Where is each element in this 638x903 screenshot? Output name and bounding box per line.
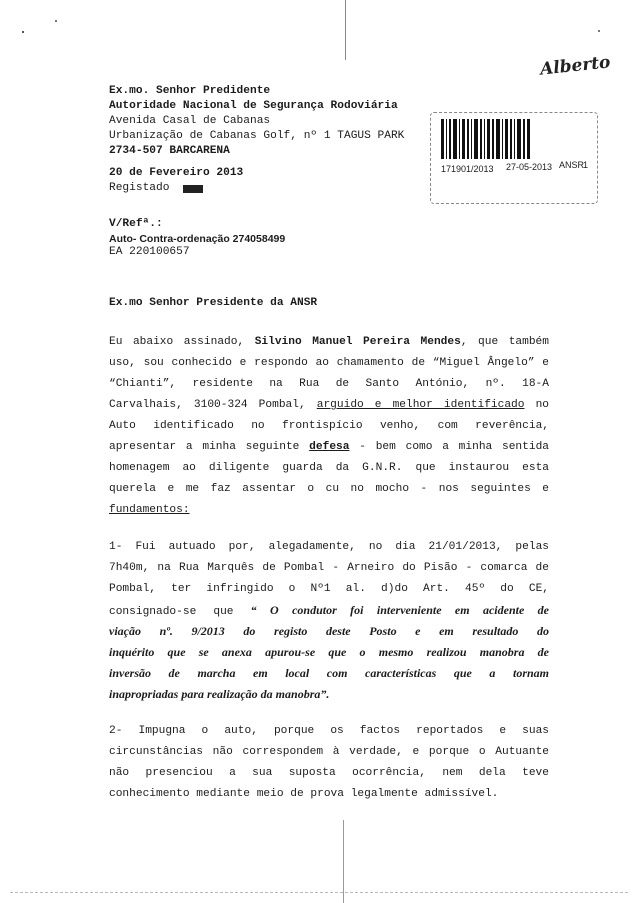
intro-line-5: Auto identificado no frontispício venho, com reverência, <box>109 420 549 432</box>
stamp-page: 1 <box>583 160 589 170</box>
point1-line-1: 1- Fui autuado por, alegadamente, no dia 21/01/2013, pelas <box>109 541 549 553</box>
point1-line-8: inapropriadas para realização da manobra”. <box>109 687 330 701</box>
reference-label: V/Refª.: <box>109 218 163 230</box>
intro-text: no <box>535 399 549 411</box>
reference-ea: EA 220100657 <box>109 246 190 258</box>
intro-line-3: “Chianti”, residente na Rua de Santo António, nº. 18-A <box>109 378 549 390</box>
point2-line-3: não presenciou a sua suposta ocorrência, nem dela teve <box>109 767 549 779</box>
redacted-mark <box>183 185 203 193</box>
handwritten-mark: Alberto <box>539 52 612 80</box>
intro-line-6 <box>109 440 549 454</box>
point1-text: consignado-se que <box>109 606 234 618</box>
scan-speck <box>598 30 600 32</box>
registered-label: Registado <box>109 182 170 194</box>
reference-auto: Auto- Contra-ordenação 274058499 <box>109 233 286 245</box>
letter-date: 20 de Fevereiro 2013 <box>109 167 244 179</box>
intro-line-8: querela e me faz assentar o cu no mocho - nos seguintes e <box>109 483 549 495</box>
intro-text: Carvalhais, 3100-324 Pombal, <box>109 399 306 411</box>
point2-line-1: 2- Impugna o auto, porque os factos reportados e suas <box>109 725 549 737</box>
point2-line-4: conhecimento mediante meio de prova legalmente admissível. <box>109 788 499 800</box>
stamp-date: 27-05-2013 <box>506 162 553 172</box>
scan-bottom-line <box>10 892 628 893</box>
barcode-icon <box>441 119 531 159</box>
scan-speck <box>55 20 57 22</box>
stamp-number: 171901/2013 <box>441 164 494 174</box>
point1-line-3: Pombal, ter infringido o Nº1 al. d)do Art. 45º do CE, <box>109 583 549 595</box>
barcode-stamp <box>430 112 598 204</box>
recipient-address-line1: Avenida Casal de Cabanas <box>109 115 271 127</box>
recipient-organization: Autoridade Nacional de Segurança Rodoviária <box>109 100 398 112</box>
author-name: Silvino Manuel Pereira Mendes <box>254 336 461 348</box>
intro-text: apresentar a minha seguinte <box>109 441 300 453</box>
intro-line-9: fundamentos: <box>109 504 190 516</box>
point1-line-2: 7h40m, na Rua Marquês de Pombal - Arneiro do Pisão - comarca de <box>109 562 549 574</box>
recipient-salutation: Ex.mo. Senhor Predidente <box>109 85 271 97</box>
intro-underlined: arguido e melhor identificado <box>316 399 525 411</box>
body-greeting: Ex.mo Senhor Presidente da ANSR <box>109 297 318 309</box>
point1-line-7: inversão de marcha em local com características que a tornam <box>109 666 549 680</box>
intro-line-4 <box>109 398 549 412</box>
scan-fold-line-bottom <box>343 820 344 903</box>
scan-speck <box>22 31 24 33</box>
recipient-postal: 2734-507 BARCARENA <box>109 145 230 157</box>
scan-fold-line <box>345 0 346 60</box>
point2-line-2: circunstâncias não correspondem à verdade, e porque o Autuante <box>109 746 549 758</box>
recipient-address-line2: Urbanização de Cabanas Golf, nº 1 TAGUS PARK <box>109 130 405 142</box>
point1-quote: “ O condutor foi interveniente em acidente de <box>250 603 550 617</box>
intro-text: , que também <box>460 336 549 348</box>
point1-line-4 <box>109 603 549 619</box>
intro-text: Eu abaixo assinado, <box>109 336 245 348</box>
intro-line-2: uso, sou conhecido e respondo ao chamamento de “Miguel Ângelo” e <box>109 357 549 369</box>
intro-line-1 <box>109 335 549 349</box>
intro-text: - bem como a minha sentida <box>359 441 549 453</box>
point1-line-6: inquérito que se anexa apurou-se que o mesmo realizou manobra de <box>109 645 549 659</box>
intro-line-7: homenagem ao diligente guarda da G.N.R. que instaurou esta <box>109 462 549 474</box>
defesa-word: defesa <box>309 441 350 453</box>
point1-line-5: viação nº. 9/2013 do registo deste Posto e em resultado do <box>109 624 549 638</box>
stamp-org: ANSR <box>559 160 585 170</box>
